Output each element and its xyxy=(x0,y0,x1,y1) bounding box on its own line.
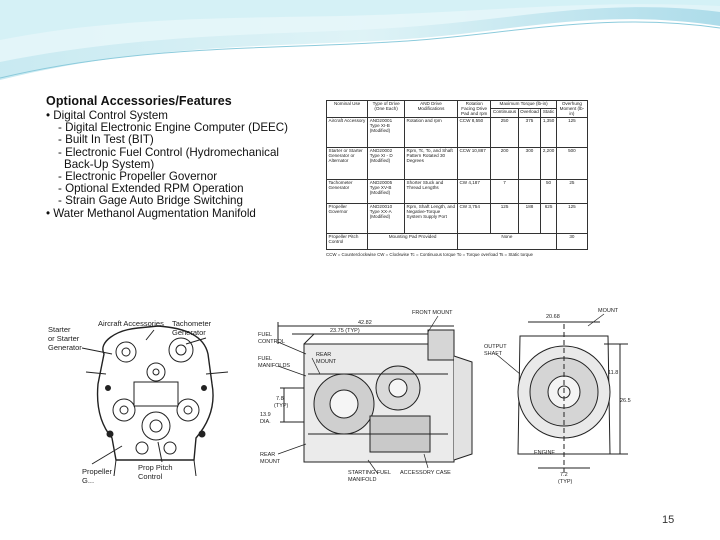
dim-overall-length: 42.82 xyxy=(358,320,372,326)
table-cell: 25 xyxy=(556,179,587,203)
header-overload: Overload xyxy=(518,109,541,117)
table-cell: 2,200 xyxy=(541,147,557,179)
table-cell: 300 xyxy=(518,147,541,179)
label-starting-fuel: STARTING FUEL xyxy=(348,470,391,476)
label-rear-mount: MOUNT xyxy=(316,359,337,365)
dim-7-8: 7.8 xyxy=(276,396,284,402)
feature-item: Back-Up System) xyxy=(64,157,155,171)
label-fuel-manifolds: MANIFOLDS xyxy=(258,363,291,369)
dim-7-8-typ: (TYP) xyxy=(274,403,289,409)
label-fuel-manifolds: FUEL xyxy=(258,356,273,362)
table-cell: 1,350 xyxy=(541,117,557,147)
dim-11-8: 11.8 xyxy=(608,370,619,376)
table-cell: 625 xyxy=(541,203,557,233)
label-propeller: G... xyxy=(82,476,95,484)
label-fuel-control: CONTROL xyxy=(258,339,285,345)
table-cell: None xyxy=(457,233,556,249)
table-cell: 500 xyxy=(556,147,587,179)
feature-item: - Digital Electronic Engine Computer (DEEC) xyxy=(58,121,289,135)
table-cell: 250 xyxy=(491,117,518,147)
table-cell: CCW 8,550 xyxy=(457,117,490,147)
table-cell: Rpm, Shaft Length, and Negative-Torque System Supply Port xyxy=(405,203,458,233)
label-accessory-case: ACCESSORY CASE xyxy=(400,470,451,476)
label-starter: or Starter xyxy=(48,334,80,343)
table-cell: 125 xyxy=(491,203,518,233)
table-cell xyxy=(518,179,541,203)
feature-item: • Water Methanol Augmentation Manifold xyxy=(46,206,256,220)
feature-item: - Electronic Fuel Control (Hydromechanical xyxy=(58,145,280,159)
label-rear-mount-lower: REAR xyxy=(260,452,276,458)
table-row xyxy=(327,147,588,179)
table-cell: Starter or Starter Generator or Alternator xyxy=(327,147,368,179)
table-cell: AND20002 Type XI - D (Modified) xyxy=(368,147,405,179)
label-mount: MOUNT xyxy=(598,308,619,314)
table-cell: Mounting Pad Provided xyxy=(368,233,458,249)
table-cell: 200 xyxy=(491,147,518,179)
label-tachometer: Generator xyxy=(172,328,206,337)
label-engine-centerline: ENGINE xyxy=(534,450,556,456)
dim-diameter: 13.9 xyxy=(260,412,271,418)
header-overhung: Overhung Moment (lb-in) xyxy=(556,101,587,118)
feature-item: - Strain Gage Auto Bridge Switching xyxy=(58,194,243,208)
dim-7-2: 7.2 xyxy=(560,472,568,478)
table-row xyxy=(327,233,588,249)
table-cell: 125 xyxy=(556,117,587,147)
table-row xyxy=(327,179,588,203)
table-cell: CW 3,754 xyxy=(457,203,490,233)
table-cell: 125 xyxy=(556,203,587,233)
feature-item: - Optional Extended RPM Operation xyxy=(58,182,244,196)
header-drive-mods: AND Drive Modifications xyxy=(405,101,458,118)
feature-item: - Built In Test (BIT) xyxy=(58,133,154,147)
dim-26-5: 26.5 xyxy=(620,398,631,404)
table-cell: 30 xyxy=(556,233,587,249)
feature-item: - Electronic Propeller Governor xyxy=(58,170,218,184)
table-legend: CCW = Counterclockwise CW = Clockwise Tc = Continuous torque To = Torque overload Ts = Static torque xyxy=(326,251,533,257)
table-cell: AND20010 Type XX-A (Modified) xyxy=(368,203,405,233)
header-rotation: Rotation Facing Drive Pad and rpm xyxy=(457,101,490,118)
features-title: Optional Accessories/Features xyxy=(46,94,232,108)
table-cell: AND20001 Type XI-B (Modified) xyxy=(368,117,405,147)
table-cell: Propeller Governor xyxy=(327,203,368,233)
dim-7-2-typ: (TYP) xyxy=(558,479,573,484)
table-cell: 50 xyxy=(541,179,557,203)
label-prop-pitch: Control xyxy=(138,472,163,481)
label-starter: Generator xyxy=(48,343,82,352)
table-cell: 7 xyxy=(491,179,518,203)
header-continuous: Continuous xyxy=(491,109,518,117)
table-cell: Aircraft Accessory xyxy=(327,117,368,147)
table-cell: Rpm, Tc, To, and Shaft Pattern Rotated 30 Degrees xyxy=(405,147,458,179)
header-max-torque: Maximum Torque (lb-in) xyxy=(491,101,556,109)
label-starter: Starter xyxy=(48,325,71,334)
header-nominal-use: Nominal Use xyxy=(327,101,368,118)
label-rear-mount-lower: MOUNT xyxy=(260,459,281,465)
label-fuel-control: FUEL xyxy=(258,332,273,338)
gearbox-drawing xyxy=(82,326,228,476)
table-cell: Propeller Pitch Control xyxy=(327,233,368,249)
feature-item: • Digital Control System xyxy=(46,109,168,122)
accessory-drive-table xyxy=(326,100,588,288)
label-front-mount: FRONT MOUNT xyxy=(412,310,453,316)
table-cell: Rotation and rpm xyxy=(405,117,458,147)
table-row xyxy=(327,117,588,147)
features-list xyxy=(46,94,326,254)
dim-diameter: DIA. xyxy=(260,419,271,425)
table-cell: CCW 10,887 xyxy=(457,147,490,179)
label-prop-pitch: Prop Pitch xyxy=(138,463,173,472)
label-propeller: Propeller xyxy=(82,467,113,476)
table-cell: Tachometer Generator xyxy=(327,179,368,203)
label-tachometer: Tachometer xyxy=(172,319,212,328)
table-cell: Shorter Stuck and Thread Lengths xyxy=(405,179,458,203)
table-cell: AND20005 Type XV-B (Modified) xyxy=(368,179,405,203)
table-cell: CW 4,187 xyxy=(457,179,490,203)
header-static: Static xyxy=(541,109,557,117)
table-cell: 375 xyxy=(518,117,541,147)
dim-typ: 23.75 (TYP) xyxy=(330,328,360,334)
table-row xyxy=(327,203,588,233)
dim-20-68: 20.68 xyxy=(546,314,560,320)
header-type-of-drive: Type of Drive (One Each) xyxy=(368,101,405,118)
label-output-shaft: OUTPUT xyxy=(484,344,507,350)
label-starting-fuel: MANIFOLD xyxy=(348,477,377,483)
engine-installation-diagram xyxy=(248,304,636,484)
label-aircraft-accessories: Aircraft Accessories xyxy=(98,319,164,328)
engine-side-view xyxy=(278,322,472,462)
label-rear-mount: REAR xyxy=(316,352,332,358)
page-number: 15 xyxy=(662,514,675,526)
label-output-shaft: SHAFT xyxy=(484,351,503,357)
table-cell: 188 xyxy=(518,203,541,233)
accessory-gearbox-diagram xyxy=(46,314,268,484)
